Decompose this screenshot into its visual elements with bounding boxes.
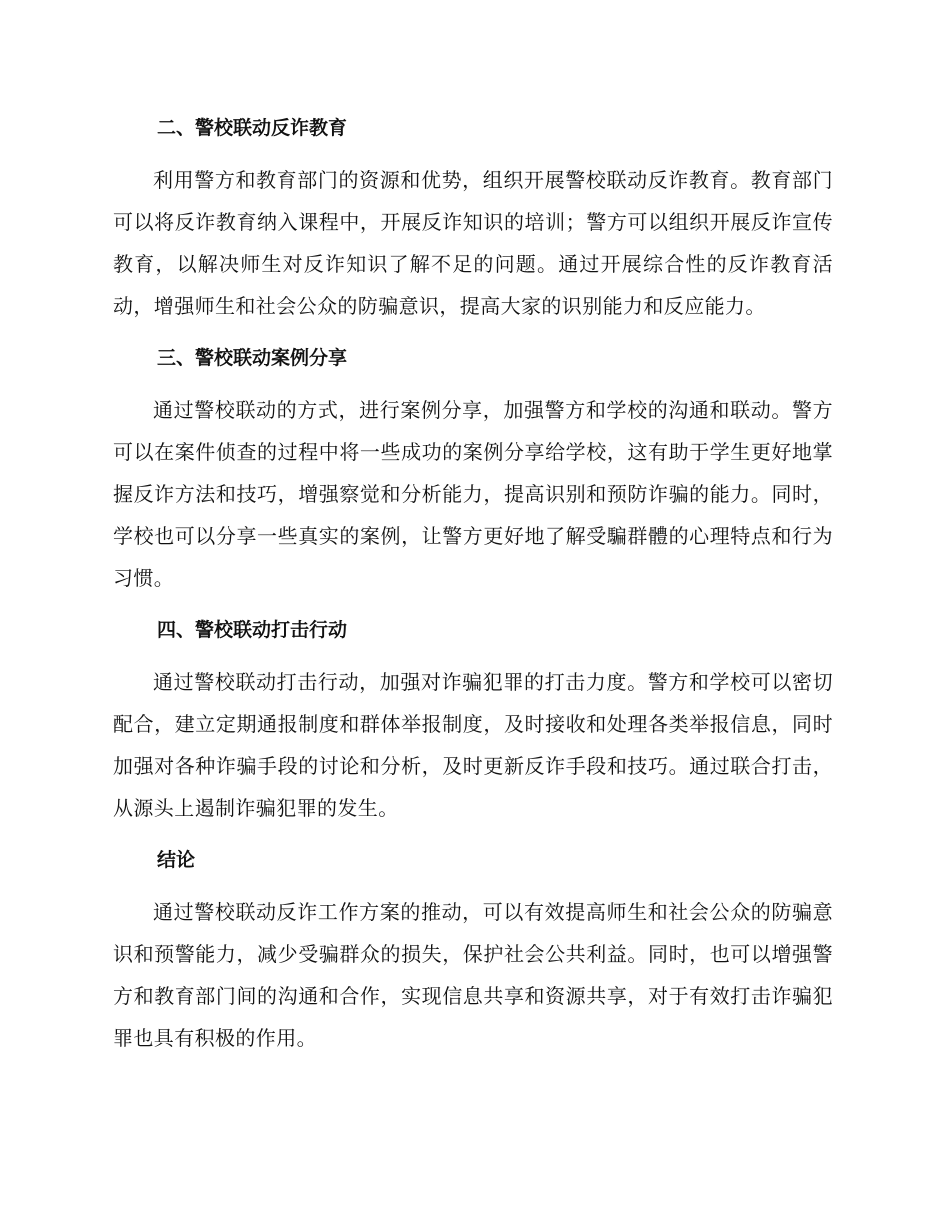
section-heading-crackdown-action: 四、警校联动打击行动 <box>157 619 348 641</box>
section-heading-case-sharing: 三、警校联动案例分享 <box>157 347 348 369</box>
section-paragraph-crackdown-action: 通过警校联动打击行动，加强对诈骗犯罪的打击力度。警方和学校可以密切配合，建立定期通报制度和群体举报制度，及时接收和处理各类举报信息，同时加强对各种诈骗手段的讨论和分析，及时更新反诈手段和技巧。通过联合打击，从源头上遏制诈骗犯罪的发生。 <box>113 670 833 820</box>
section-paragraph-police-school-education: 利用警方和教育部门的资源和优势，组织开展警校联动反诈教育。教育部门可以将反诈教育纳入课程中，开展反诈知识的培训；警方可以组织开展反诈宣传教育，以解决师生对反诈知识了解不足的问题。通过开展综合性的反诈教育活动，增强师生和社会公众的防骗意识，提高大家的识别能力和反应能力。 <box>113 168 833 318</box>
document-body <box>113 107 833 1069</box>
section-paragraph-conclusion: 通过警校联动反诈工作方案的推动，可以有效提高师生和社会公众的防骗意识和预警能力，减少受骗群众的损失，保护社会公共利益。同时，也可以增强警方和教育部门间的沟通和合作，实现信息共享和资源共享，对于有效打击诈骗犯罪也具有积极的作用。 <box>113 900 833 1050</box>
section-heading-conclusion: 结论 <box>157 849 196 871</box>
section-heading-police-school-education: 二、警校联动反诈教育 <box>157 117 348 139</box>
section-paragraph-case-sharing: 通过警校联动的方式，进行案例分享，加强警方和学校的沟通和联动。警方可以在案件侦查的过程中将一些成功的案例分享给学校，这有助于学生更好地掌握反诈方法和技巧，增强察觉和分析能力，提高识别和预防诈骗的能力。同时，学校也可以分享一些真实的案例，让警方更好地了解受騙群體的心理特点和行为习惯。 <box>113 398 833 590</box>
